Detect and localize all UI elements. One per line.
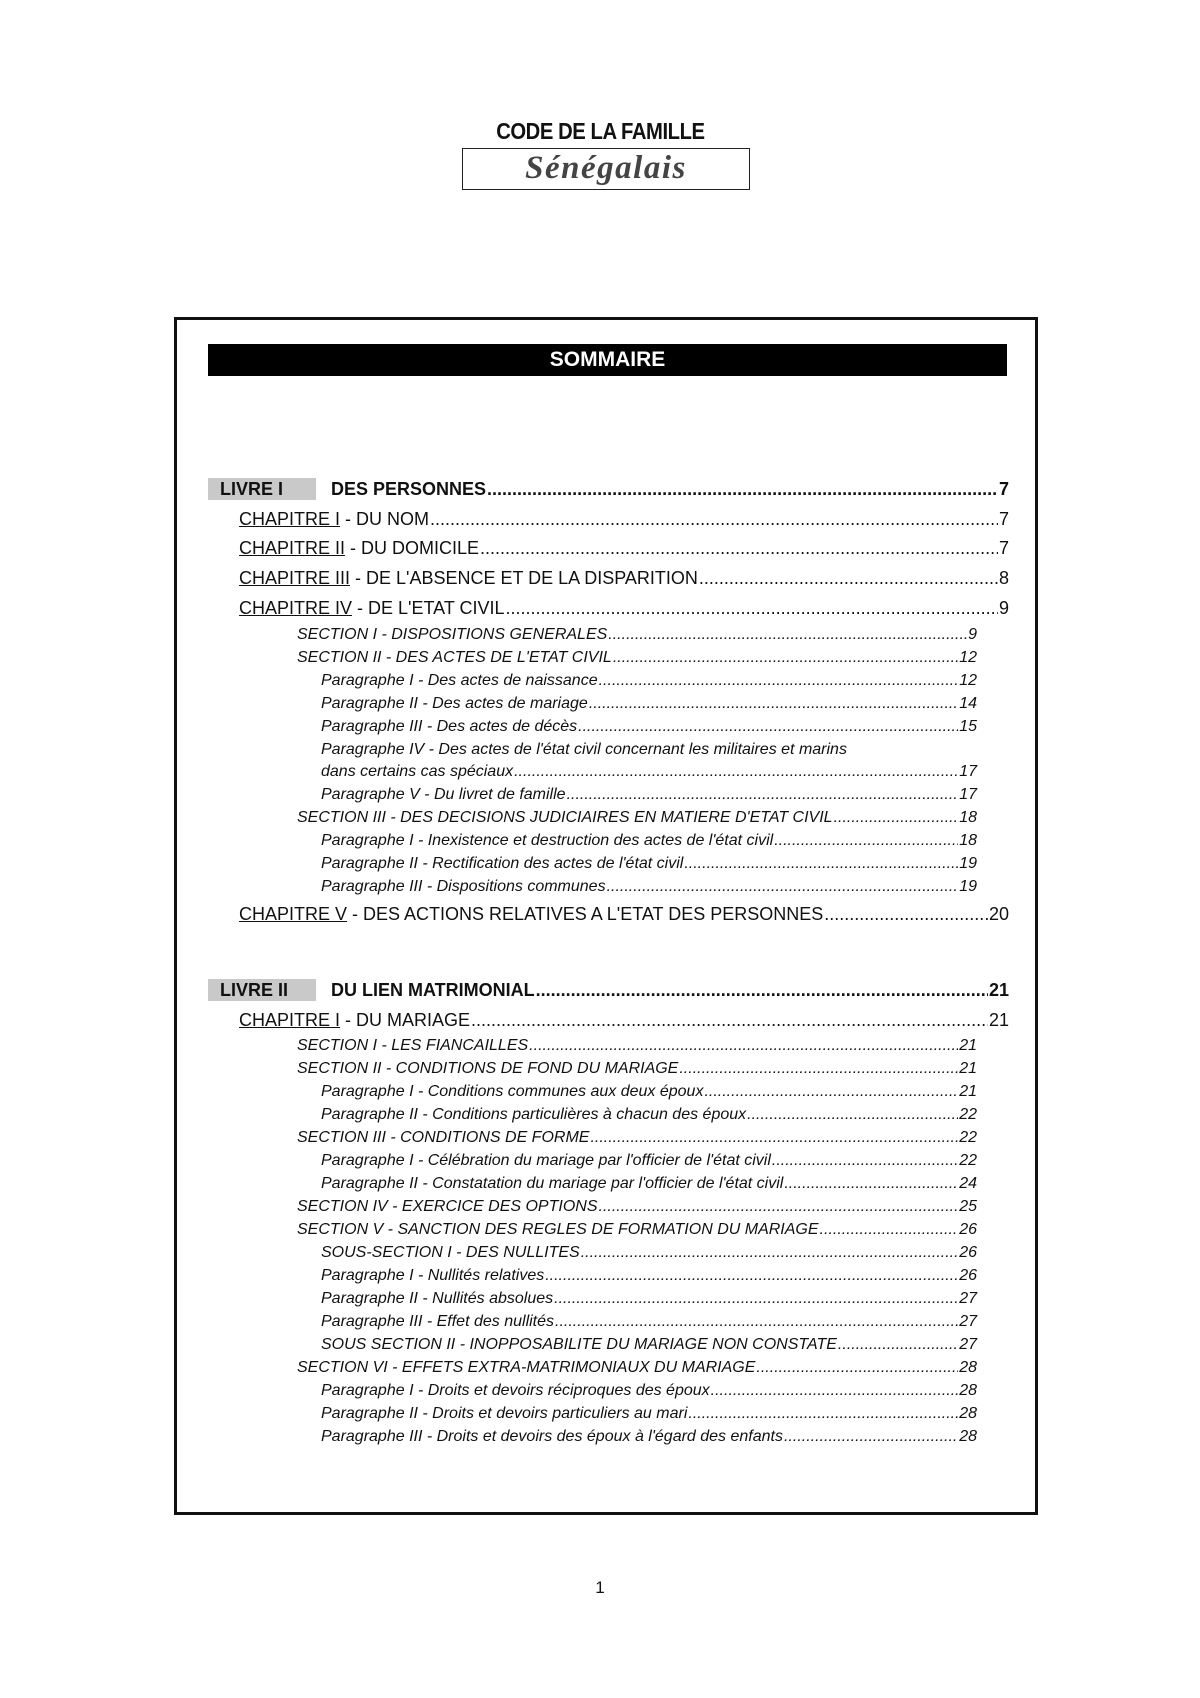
toc-label: Paragraphe III - Effet des nullités [321,1313,555,1330]
toc-page: 25 [959,1198,977,1215]
chapitre-title: - DU MARIAGE [340,1010,471,1030]
toc-page: 18 [959,832,977,849]
leader-dots [487,479,998,500]
leader-dots [581,1244,958,1262]
chapitre-title: - DU NOM [340,509,430,529]
toc-paragraphe[interactable] [321,1175,977,1193]
toc-label: SECTION II - DES ACTES DE L'ETAT CIVIL [297,649,612,666]
leader-dots [514,763,958,781]
leader-dots [599,1198,959,1216]
toc-paragraphe[interactable] [321,855,977,873]
sommaire-heading: SOMMAIRE [208,344,1007,376]
toc-page: 12 [959,672,977,689]
leader-dots [555,1313,958,1331]
toc-section[interactable] [297,626,977,644]
toc-label: Paragraphe II - Constatation du mariage par l'officier de l'état civil [321,1175,784,1192]
leader-dots [699,568,998,589]
subtitle-box [462,148,750,190]
toc-label [239,904,823,925]
toc-label: SOUS SECTION II - INOPPOSABILITE DU MARIAGE NON CONSTATE [321,1336,837,1353]
leader-dots [545,1267,958,1285]
toc-paragraphe[interactable] [321,1405,977,1423]
toc-label: Paragraphe I - Droits et devoirs réciproques des époux [321,1382,710,1399]
toc-page: 9 [968,626,977,643]
toc-page: 27 [959,1313,977,1330]
leader-dots [529,1037,958,1055]
leader-dots [747,1106,958,1124]
toc-label: Paragraphe III - Dispositions communes [321,878,606,895]
toc-page: 14 [959,695,977,712]
toc-label [239,1010,470,1031]
toc-paragraphe[interactable] [321,1267,977,1285]
leader-dots [688,1405,958,1423]
toc-section[interactable] [297,1037,977,1055]
toc-paragraphe[interactable] [321,1313,977,1331]
toc-label [239,509,429,530]
leader-dots [599,672,959,690]
toc-page: 22 [959,1106,977,1123]
toc-label: SECTION I - DISPOSITIONS GENERALES [297,626,608,643]
toc-page: 21 [988,1010,1009,1030]
toc-paragraphe[interactable] [321,1382,977,1400]
leader-dots [480,538,998,559]
chapitre-title: - DE L'ETAT CIVIL [352,598,505,618]
leader-dots [471,1010,988,1031]
toc-label: Paragraphe III - Des actes de décès [321,718,578,735]
toc-paragraphe-line1[interactable]: Paragraphe IV - Des actes de l'état civil concernant les militaires et marins [321,741,847,758]
toc-page: 18 [959,809,977,826]
chapitre-title: - DES ACTIONS RELATIVES A L'ETAT DES PERSONNES [347,904,824,924]
toc-livre-1[interactable] [208,478,1009,500]
leader-dots [679,1060,958,1078]
toc-paragraphe[interactable] [321,786,977,804]
toc-label: SECTION I - LES FIANCAILLES [297,1037,529,1054]
leader-dots [824,904,988,925]
toc-paragraphe[interactable] [321,878,977,896]
toc-label [239,538,479,559]
toc-label: Paragraphe II - Droits et devoirs particuliers au mari [321,1405,688,1422]
leader-dots [613,649,958,667]
chapitre-number: CHAPITRE V [239,904,348,924]
toc-section[interactable] [297,1129,977,1147]
toc-paragraphe[interactable] [321,1290,977,1308]
toc-page: 21 [959,1037,977,1054]
toc-paragraphe[interactable] [321,695,977,713]
document-subtitle: Sénégalais [525,150,687,186]
leader-dots [784,1175,958,1193]
leader-dots [554,1290,958,1308]
leader-dots [608,626,967,644]
leader-dots [536,980,988,1001]
toc-page: 7 [998,479,1009,499]
toc-section[interactable] [297,1221,977,1239]
toc-label: Paragraphe II - Des actes de mariage [321,695,588,712]
toc-page: 26 [959,1244,977,1261]
toc-label: dans certains cas spéciaux [321,763,514,780]
leader-dots [820,1221,959,1239]
toc-page: 26 [959,1221,977,1238]
toc-paragraphe[interactable] [321,763,977,781]
toc-label: SECTION III - DES DECISIONS JUDICIAIRES EN MATIERE D'ETAT CIVIL [297,809,833,826]
leader-dots [567,786,959,804]
toc-label: Paragraphe II - Conditions particulières à chacun des époux [321,1106,747,1123]
leader-dots [506,598,998,619]
toc-page: 21 [959,1060,977,1077]
toc-paragraphe[interactable] [321,1083,977,1101]
chapitre-number: CHAPITRE III [239,568,351,588]
toc-page: 8 [998,568,1009,588]
document-header [0,118,1200,145]
leader-dots [838,1336,958,1354]
toc-label: SECTION VI - EFFETS EXTRA-MATRIMONIAUX DU MARIAGE [297,1359,756,1376]
toc-page: 27 [959,1336,977,1353]
chapitre-number: CHAPITRE I [239,509,341,529]
toc-page: 7 [998,538,1009,558]
leader-dots [711,1382,959,1400]
leader-dots [578,718,958,736]
toc-label [239,598,505,619]
toc-section[interactable] [297,1198,977,1216]
page-number: 1 [595,1578,605,1597]
livre-tag: LIVRE I [208,478,316,500]
toc-chapitre[interactable] [239,509,1009,530]
toc-paragraphe[interactable] [321,832,977,850]
document-title: CODE DE LA FAMILLE [495,118,705,144]
toc-page: 17 [959,763,977,780]
leader-dots [684,855,958,873]
toc-page: 19 [959,878,977,895]
toc-paragraphe[interactable] [321,672,977,690]
chapitre-number: CHAPITRE II [239,538,346,558]
toc-label: DES PERSONNES [331,479,487,499]
toc-page: 22 [959,1152,977,1169]
toc-page: 20 [988,904,1009,924]
toc-page: 9 [998,598,1009,618]
toc-entries [177,320,1035,1512]
toc-label: Paragraphe II - Nullités absolues [321,1290,554,1307]
toc-label: Paragraphe II - Rectification des actes de l'état civil [321,855,684,872]
toc-label [239,568,698,589]
toc-page: 28 [959,1405,977,1422]
toc-page: 7 [998,509,1009,529]
leader-dots [772,1152,958,1170]
toc-page: 27 [959,1290,977,1307]
toc-paragraphe[interactable] [321,718,977,736]
toc-label: SECTION IV - EXERCICE DES OPTIONS [297,1198,598,1215]
livre-tag: LIVRE II [208,979,316,1001]
toc-section[interactable] [297,809,977,827]
toc-page: 28 [959,1359,977,1376]
toc-chapitre[interactable] [239,568,1009,589]
toc-label: Paragraphe I - Inexistence et destruction des actes de l'état civil [321,832,774,849]
toc-chapitre[interactable] [239,1010,1009,1031]
toc-chapitre[interactable] [239,598,1009,619]
toc-sous-section[interactable] [321,1336,977,1354]
chapitre-title: - DE L'ABSENCE ET DE LA DISPARITION [350,568,698,588]
toc-label: SECTION V - SANCTION DES REGLES DE FORMATION DU MARIAGE [297,1221,819,1238]
toc-page: 15 [959,718,977,735]
toc-label: Paragraphe I - Nullités relatives [321,1267,545,1284]
toc-page: 24 [959,1175,977,1192]
sommaire-frame [174,317,1038,1515]
toc-label: DU LIEN MATRIMONIAL [331,980,535,1000]
toc-livre-2[interactable] [208,979,1009,1001]
toc-paragraphe[interactable] [321,1428,977,1446]
toc-label: Paragraphe I - Des actes de naissance [321,672,598,689]
leader-dots [784,1428,958,1446]
leader-dots [756,1359,958,1377]
toc-sous-section[interactable] [321,1244,977,1262]
leader-dots [430,509,998,530]
leader-dots [704,1083,958,1101]
toc-section[interactable] [297,1359,977,1377]
toc-page: 21 [959,1083,977,1100]
chapitre-title: - DU DOMICILE [345,538,480,558]
toc-label: SECTION III - CONDITIONS DE FORME [297,1129,590,1146]
chapitre-number: CHAPITRE IV [239,598,353,618]
chapitre-number: CHAPITRE I [239,1010,341,1030]
leader-dots [589,695,958,713]
toc-paragraphe[interactable] [321,1152,977,1170]
toc-page: 22 [959,1129,977,1146]
toc-label: Paragraphe V - Du livret de famille [321,786,566,803]
toc-label: SOUS-SECTION I - DES NULLITES [321,1244,580,1261]
toc-page: 21 [988,980,1009,1000]
toc-paragraphe[interactable] [321,1106,977,1124]
toc-page: 26 [959,1267,977,1284]
toc-chapitre[interactable] [239,904,1009,925]
leader-dots [590,1129,958,1147]
toc-label: Paragraphe I - Célébration du mariage par l'officier de l'état civil [321,1152,771,1169]
toc-page: 28 [959,1428,977,1445]
toc-section[interactable] [297,1060,977,1078]
toc-label: Paragraphe III - Droits et devoirs des époux à l'égard des enfants [321,1428,783,1445]
leader-dots [607,878,959,896]
toc-chapitre[interactable] [239,538,1009,559]
toc-page: 28 [959,1382,977,1399]
toc-label: Paragraphe I - Conditions communes aux deux époux [321,1083,704,1100]
toc-page: 19 [959,855,977,872]
toc-label: SECTION II - CONDITIONS DE FOND DU MARIAGE [297,1060,679,1077]
toc-page: 12 [959,649,977,666]
leader-dots [834,809,959,827]
toc-section[interactable] [297,649,977,667]
leader-dots [774,832,958,850]
toc-page: 17 [959,786,977,803]
